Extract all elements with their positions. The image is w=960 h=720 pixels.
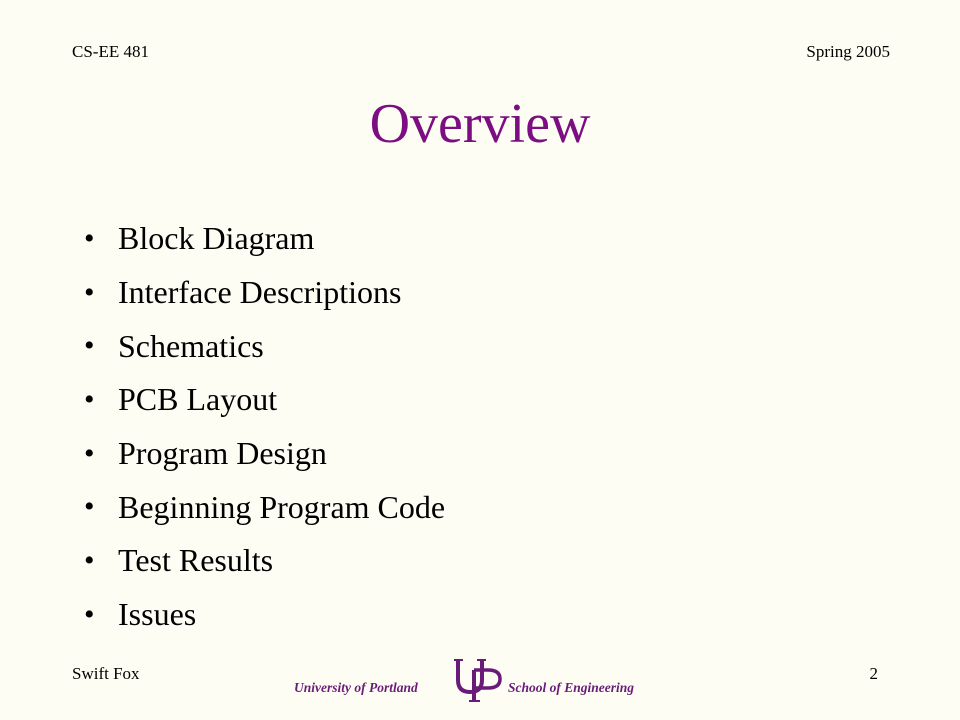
bullet-list	[84, 212, 445, 642]
slide-title: Overview	[369, 93, 591, 155]
bullet-text: Beginning Program Code	[118, 488, 446, 525]
bullet-icon: •	[84, 275, 95, 309]
bullet-icon: •	[84, 329, 95, 363]
logo-school-text: School of Engineering	[508, 680, 635, 695]
bullet-item	[84, 266, 445, 320]
bullet-item	[84, 212, 445, 266]
bullet-text: Interface Descriptions	[118, 274, 402, 311]
bullet-text: Test Results	[118, 542, 274, 579]
bullet-item	[84, 319, 445, 373]
bullet-item	[84, 427, 445, 481]
bullet-text: Program Design	[118, 435, 327, 472]
bullet-item	[84, 534, 445, 588]
bullet-icon: •	[84, 221, 95, 255]
logo-university-text: University of Portland	[294, 680, 418, 695]
bullet-text: Schematics	[118, 327, 264, 364]
bullet-icon: •	[84, 543, 95, 577]
bullet-item	[84, 588, 445, 642]
bullet-item	[84, 480, 445, 534]
bullet-icon: •	[84, 490, 95, 524]
bullet-text: Issues	[118, 596, 197, 633]
university-logo	[294, 656, 654, 704]
bullet-item	[84, 373, 445, 427]
page-number: 2	[869, 664, 878, 683]
bullet-icon: •	[84, 436, 95, 470]
term-label: Spring 2005	[806, 42, 890, 61]
bullet-text: Block Diagram	[118, 220, 315, 257]
course-label: CS-EE 481	[72, 42, 149, 61]
bullet-icon: •	[84, 597, 95, 631]
bullet-icon: •	[84, 382, 95, 416]
team-name: Swift Fox	[72, 664, 140, 683]
bullet-text: PCB Layout	[118, 381, 278, 418]
up-monogram-icon	[452, 656, 504, 702]
